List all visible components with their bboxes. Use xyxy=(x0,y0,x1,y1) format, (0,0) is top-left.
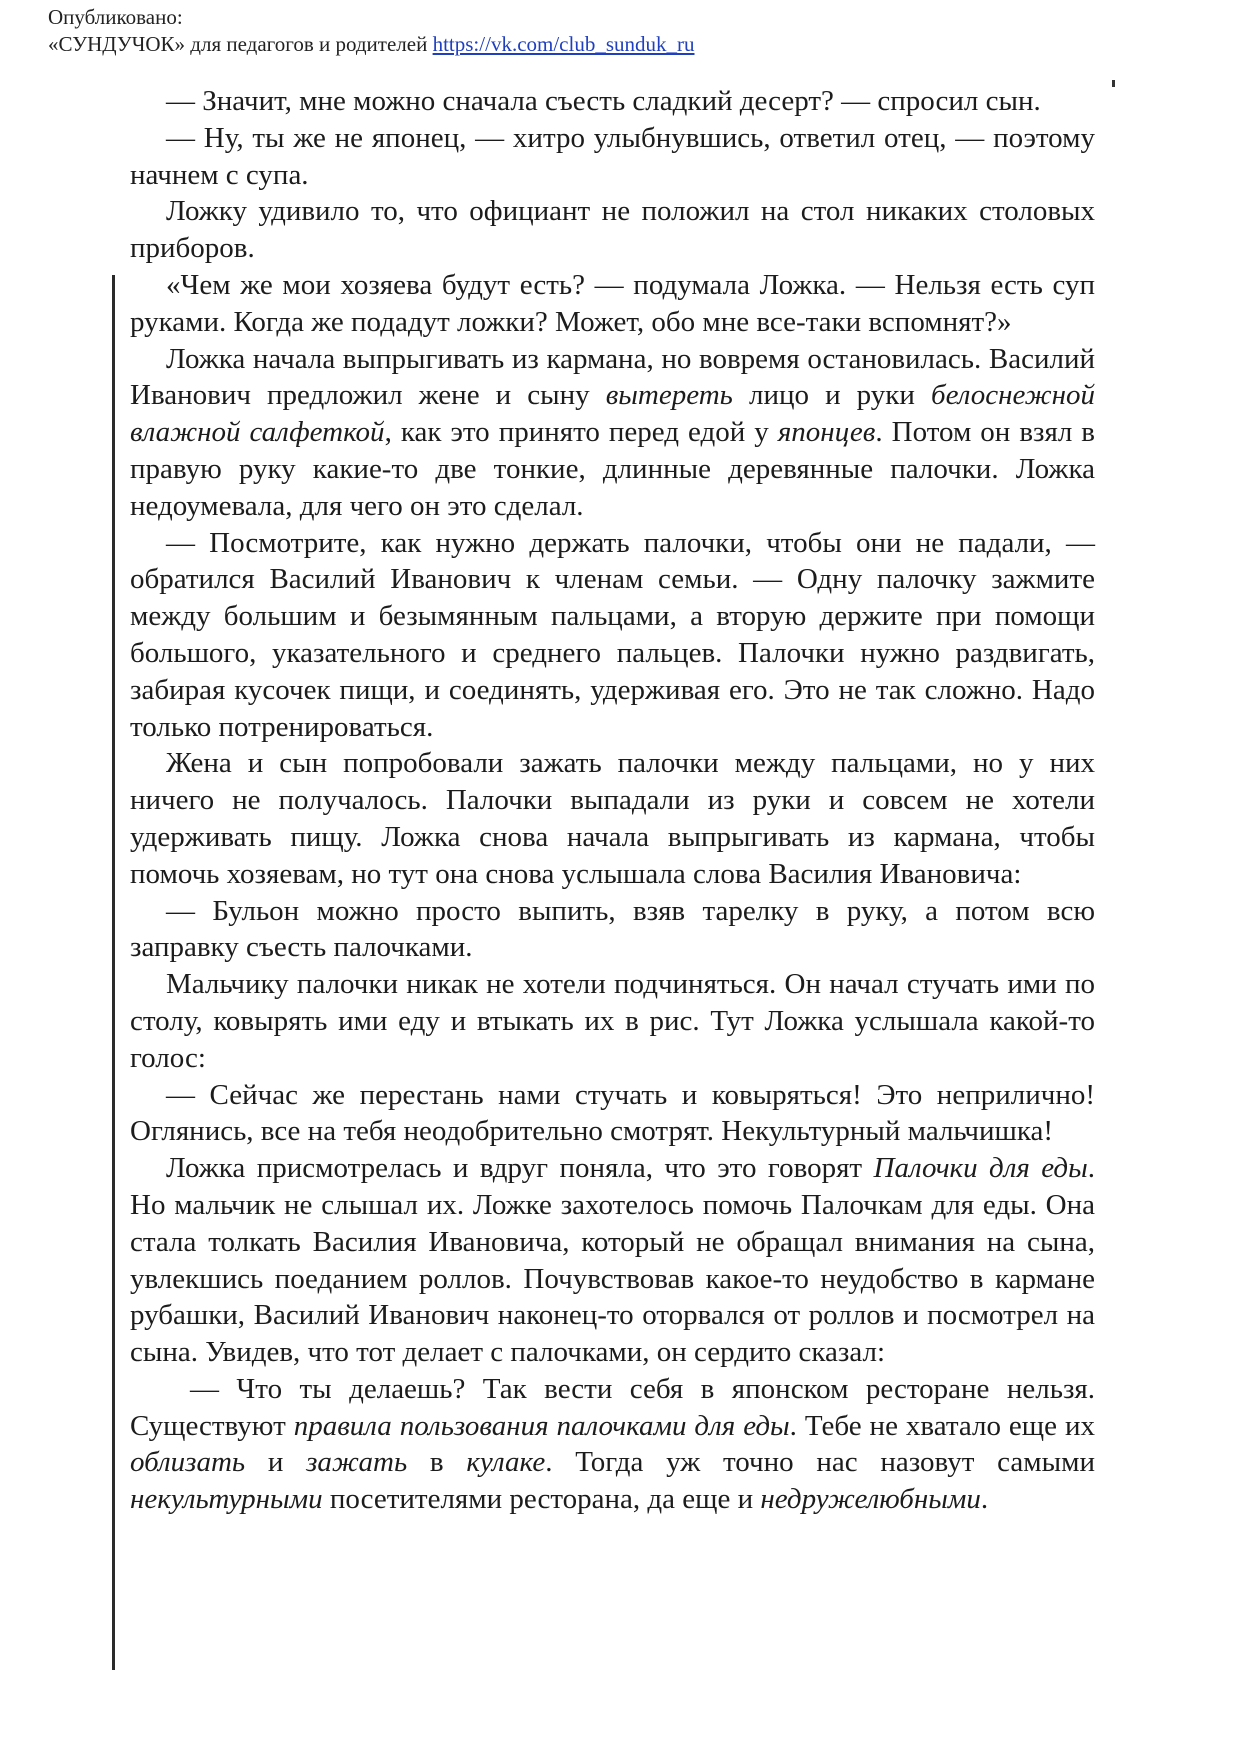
published-label: Опубликовано: xyxy=(48,5,183,29)
italic-term: некультурными xyxy=(130,1483,323,1516)
paragraph-4: «Чем же мои хозяева будут есть? — подумала Ложка. — Нельзя есть суп руками. Когда же подадут ложки? Может, обо мне все-таки вспомнят?» xyxy=(130,268,1095,338)
publisher-name: «СУНДУЧОК» для педагогов и родителей xyxy=(48,32,433,56)
paragraph-12: — Что ты делаешь? Так вести себя в японском ресторане нельзя. Существуют правила пользования палочками для еды. Тебе не хватало еще их облизать и зажать в кулаке. Тогда уж точно нас назовут самыми некультурными посетителями ресторана, да еще и недружелюбными. xyxy=(130,1372,1095,1516)
paragraph-6: — Посмотрите, как нужно держать палочки, чтобы они не падали, — обратился Василий Иванович к членам семьи. — Одну палочку зажмите между большим и безымянным пальцами, а вторую держите при помощи большого, указательного и среднего пальцев. Палочки нужно раздвигать, забирая кусочек пищи, и соединять, удерживая его. Это не так сложно. Надо только потренироваться. xyxy=(130,526,1095,743)
scan-speck xyxy=(1112,80,1115,87)
paragraph-11: Ложка присмотрелась и вдруг поняла, что это говорят Палочки для еды. Но мальчик не слышал их. Ложке захотелось помочь Палочкам для еды. Она стала толкать Василия Ивановича, который не обращал внимания на сына, увлекшись поеданием роллов. Почувствовав какое-то неудобство в кармане рубашки, Василий Иванович наконец-то оторвался от роллов и посмотрел на сына. Увидев, что тот делает с палочками, он сердито сказал: xyxy=(130,1152,1095,1369)
paragraph-1: — Значит, мне можно сначала съесть сладкий десерт? — спросил сын. xyxy=(166,85,1041,117)
paragraph-9: Мальчику палочки никак не хотели подчиняться. Он начал стучать ими по столу, ковырять ими еду и втыкать их в рис. Тут Ложка услышала какой-то голос: xyxy=(130,968,1095,1074)
publication-header xyxy=(48,4,695,58)
paragraph-7: Жена и сын попробовали зажать палочки между пальцами, но у них ничего не получалось. Палочки выпадали из руки и совсем не хотели удерживать пищу. Ложка снова начала выпрыгивать из кармана, чтобы помочь хозяевам, но тут она снова услышала слова Василия Ивановича: xyxy=(130,747,1095,890)
scan-margin-line xyxy=(112,275,115,1670)
italic-term: облизать xyxy=(130,1446,246,1479)
paragraph-8: — Бульон можно просто выпить, взяв тарелку в руку, а потом всю заправку съесть палочками. xyxy=(130,894,1095,964)
paragraph-5: Ложка начала выпрыгивать из кармана, но вовремя остановилась. Василий Иванович предложил жене и сыну вытереть лицо и руки белоснежной влажной салфеткой, как это принято перед едой у японцев. Потом он взял в правую руку какие-то две тонкие, длинные деревянные палочки. Ложка недоумевала, для чего он это сделал. xyxy=(130,342,1095,522)
italic-term: японцев xyxy=(777,416,876,449)
paragraph-10: — Сейчас же перестань нами стучать и ковыряться! Это неприлично! Оглянись, все на тебя неодобрительно смотрят. Некультурный мальчишка! xyxy=(130,1078,1095,1148)
paragraph-2: — Ну, ты же не японец, — хитро улыбнувшись, ответил отец, — поэтому начнем с супа. xyxy=(130,121,1095,191)
italic-term: белоснежной влажной салфеткой xyxy=(130,379,1095,449)
paragraph-3: Ложку удивило то, что официант не положил на стол никаких столовых приборов. xyxy=(130,195,1095,265)
italic-term: зажать xyxy=(306,1446,408,1479)
italic-term: вытереть xyxy=(605,379,733,412)
italic-term: правила пользования палочками для еды xyxy=(293,1409,790,1442)
publisher-line xyxy=(48,31,695,58)
vk-group-link[interactable]: https://vk.com/club_sunduk_ru xyxy=(432,32,695,56)
italic-term: Палочки для еды xyxy=(873,1152,1088,1185)
story-text xyxy=(130,83,1095,1518)
italic-term: недружелюбными xyxy=(760,1483,981,1516)
italic-term: кулаке xyxy=(466,1446,546,1479)
